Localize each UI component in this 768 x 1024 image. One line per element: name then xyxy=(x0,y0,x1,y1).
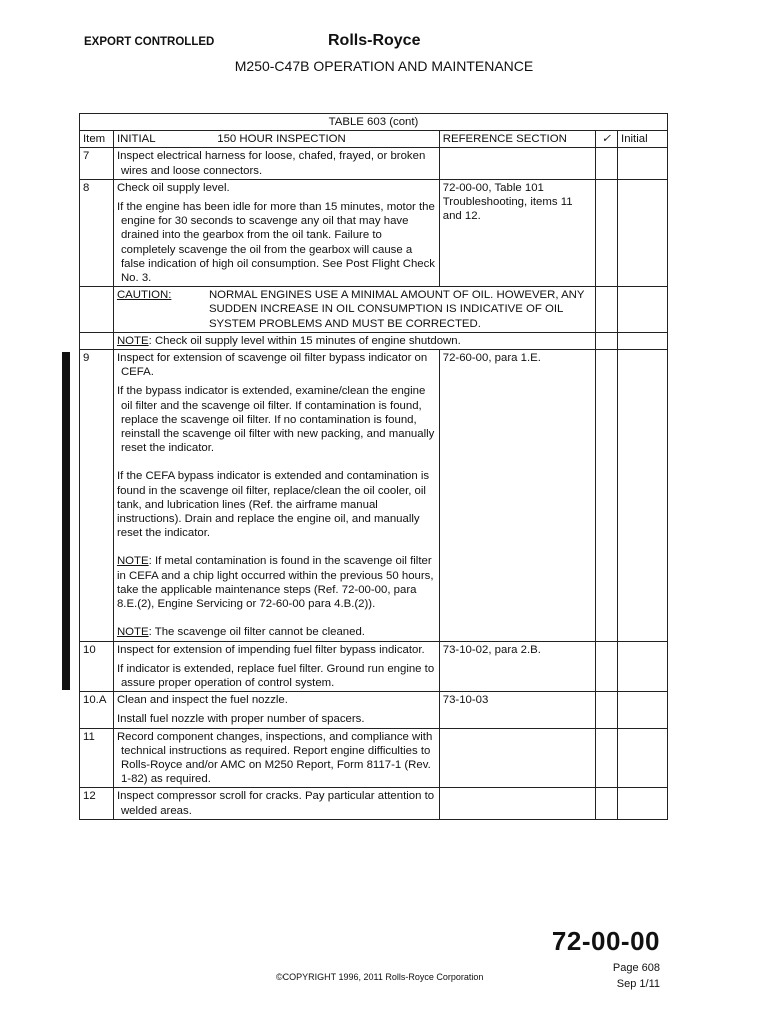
header-initial: Initial xyxy=(618,131,668,148)
table-row xyxy=(80,350,668,641)
item-reference: 72-60-00, para 1.E. xyxy=(439,350,595,641)
note-text: : If metal contamination is found in the scavenge oil filter in CEFA and a chip light occurred within the previous 50 hours, take the applicable maintenance steps (Ref. 72-00-00, para 8.E.(2), Engine Servicing or 72-60-00 para 4.B.(2)). xyxy=(116,555,434,611)
item-description: Inspect compressor scroll for cracks. Pay particular attention to welded areas. xyxy=(113,788,439,819)
check-cell[interactable] xyxy=(595,332,617,349)
table-caption-row xyxy=(80,114,668,131)
header-reference: REFERENCE SECTION xyxy=(439,131,595,148)
table-header-row xyxy=(80,131,668,148)
item-description: Inspect for extension of impending fuel filter bypass indicator. If indicator is extended, replace fuel filter. Ground run engine to assure proper operation of control system. xyxy=(113,641,439,692)
page-number: Page 608 xyxy=(612,962,660,974)
document-number: 72-00-00 xyxy=(551,926,660,956)
item-reference: 73-10-03 xyxy=(439,692,595,728)
check-cell[interactable] xyxy=(595,641,617,692)
initial-cell[interactable] xyxy=(618,692,668,728)
revision-change-bar xyxy=(62,352,70,690)
check-cell[interactable] xyxy=(595,179,617,286)
header-item: Item xyxy=(80,131,114,148)
initial-cell[interactable] xyxy=(618,788,668,819)
note-row xyxy=(80,332,668,349)
note-text: : Check oil supply level within 15 minutes of engine shutdown. xyxy=(148,334,461,347)
header-initial-label: INITIAL xyxy=(116,133,156,146)
caution-label: CAUTION: xyxy=(116,289,172,302)
note-text: : The scavenge oil filter cannot be cleaned. xyxy=(148,626,365,639)
item-description: Check oil supply level. If the engine has been idle for more than 15 minutes, motor the engine for 30 seconds to scavenge any oil that may have drained into the gearbox from the oil tank. Failure to completely scavenge the oil from the gearbox will cause a false indication of high oil consumption. See Post Flight Check No. 3. xyxy=(113,179,439,286)
export-controlled-label: EXPORT CONTROLLED xyxy=(84,36,215,48)
revision-date: Sep 1/11 xyxy=(616,978,660,990)
item-reference: 73-10-02, para 2.B. xyxy=(439,641,595,692)
caution-text: NORMAL ENGINES USE A MINIMAL AMOUNT OF OIL. HOWEVER, ANY SUDDEN INCREASE IN OIL CONSUMPTION IS INDICATIVE OF OIL SYSTEM PROBLEMS AND MUST BE CORRECTED. xyxy=(208,289,585,330)
header-inspection xyxy=(113,131,439,148)
item-description: Inspect for extension of scavenge oil filter bypass indicator on CEFA. If the bypass indicator is extended, examine/clean the engine oil filter and the scavenge oil filter. If contamination is found, replace the scavenge oil filter. If no contamination is found, reinstall the scavenge oil filter with new packing, and manually reset the indicator. If the CEFA bypass indicator is extended and contamination is found in the scavenge oil filter, replace/clean the oil cooler, oil tank, and lubrication lines (Ref. the airframe manual instructions). Drain and replace the engine oil, and manually reset the indicator. NOTE: If metal contamination is found in the scavenge oil filter in CEFA and a chip light occurred within the previous 50 hours, take the applicable maintenance steps (Ref. 72-00-00, para 8.E.(2), Engine Servicing or 72-60-00 para 4.B.(2)). NOTE: The scavenge oil filter cannot be cleaned. xyxy=(113,350,439,641)
note-block xyxy=(113,332,595,349)
table-row xyxy=(80,728,668,788)
item-number: 7 xyxy=(80,148,114,179)
caution-block xyxy=(113,287,595,333)
item-number: 9 xyxy=(80,350,114,641)
check-cell[interactable] xyxy=(595,788,617,819)
check-cell[interactable] xyxy=(595,692,617,728)
initial-cell[interactable] xyxy=(618,350,668,641)
header-check: ✓ xyxy=(595,131,617,148)
item-reference xyxy=(439,728,595,788)
initial-cell[interactable] xyxy=(618,148,668,179)
check-cell[interactable] xyxy=(595,728,617,788)
check-cell[interactable] xyxy=(595,350,617,641)
note-label: NOTE xyxy=(116,555,149,568)
initial-cell[interactable] xyxy=(618,287,668,333)
table-row xyxy=(80,148,668,179)
item-reference xyxy=(439,788,595,819)
check-cell[interactable] xyxy=(595,287,617,333)
item-description: Record component changes, inspections, and compliance with technical instructions as required. Report engine difficulties to Rolls-Royce and/or AMC on M250 Report, Form 8117-1 (Rev. 1-82) as required. xyxy=(113,728,439,788)
initial-cell[interactable] xyxy=(618,641,668,692)
item-description: Clean and inspect the fuel nozzle. Install fuel nozzle with proper number of spacers. xyxy=(113,692,439,728)
item-number: 11 xyxy=(80,728,114,788)
item-description: Inspect electrical harness for loose, chafed, frayed, or broken wires and loose connectors. xyxy=(113,148,439,179)
item-number: 12 xyxy=(80,788,114,819)
item-reference xyxy=(439,148,595,179)
table-row xyxy=(80,692,668,728)
caution-row xyxy=(80,287,668,333)
note-label: NOTE xyxy=(116,626,149,639)
inspection-table xyxy=(79,113,668,820)
copyright-notice: ©COPYRIGHT 1996, 2011 Rolls-Royce Corporation xyxy=(276,972,484,982)
document-subtitle: M250-C47B OPERATION AND MAINTENANCE xyxy=(234,58,534,74)
item-number: 10 xyxy=(80,641,114,692)
table-row xyxy=(80,641,668,692)
item-number: 10.A xyxy=(80,692,114,728)
header-inspection-label: 150 HOUR INSPECTION xyxy=(217,133,346,146)
brand-name: Rolls-Royce xyxy=(328,32,421,49)
note-label: NOTE xyxy=(116,334,149,347)
initial-cell[interactable] xyxy=(618,728,668,788)
item-reference: 72-00-00, Table 101 Troubleshooting, items 11 and 12. xyxy=(439,179,595,286)
table-row xyxy=(80,179,668,286)
table-row xyxy=(80,788,668,819)
initial-cell[interactable] xyxy=(618,332,668,349)
table-caption: TABLE 603 (cont) xyxy=(80,114,668,131)
initial-cell[interactable] xyxy=(618,179,668,286)
check-cell[interactable] xyxy=(595,148,617,179)
item-number: 8 xyxy=(80,179,114,286)
